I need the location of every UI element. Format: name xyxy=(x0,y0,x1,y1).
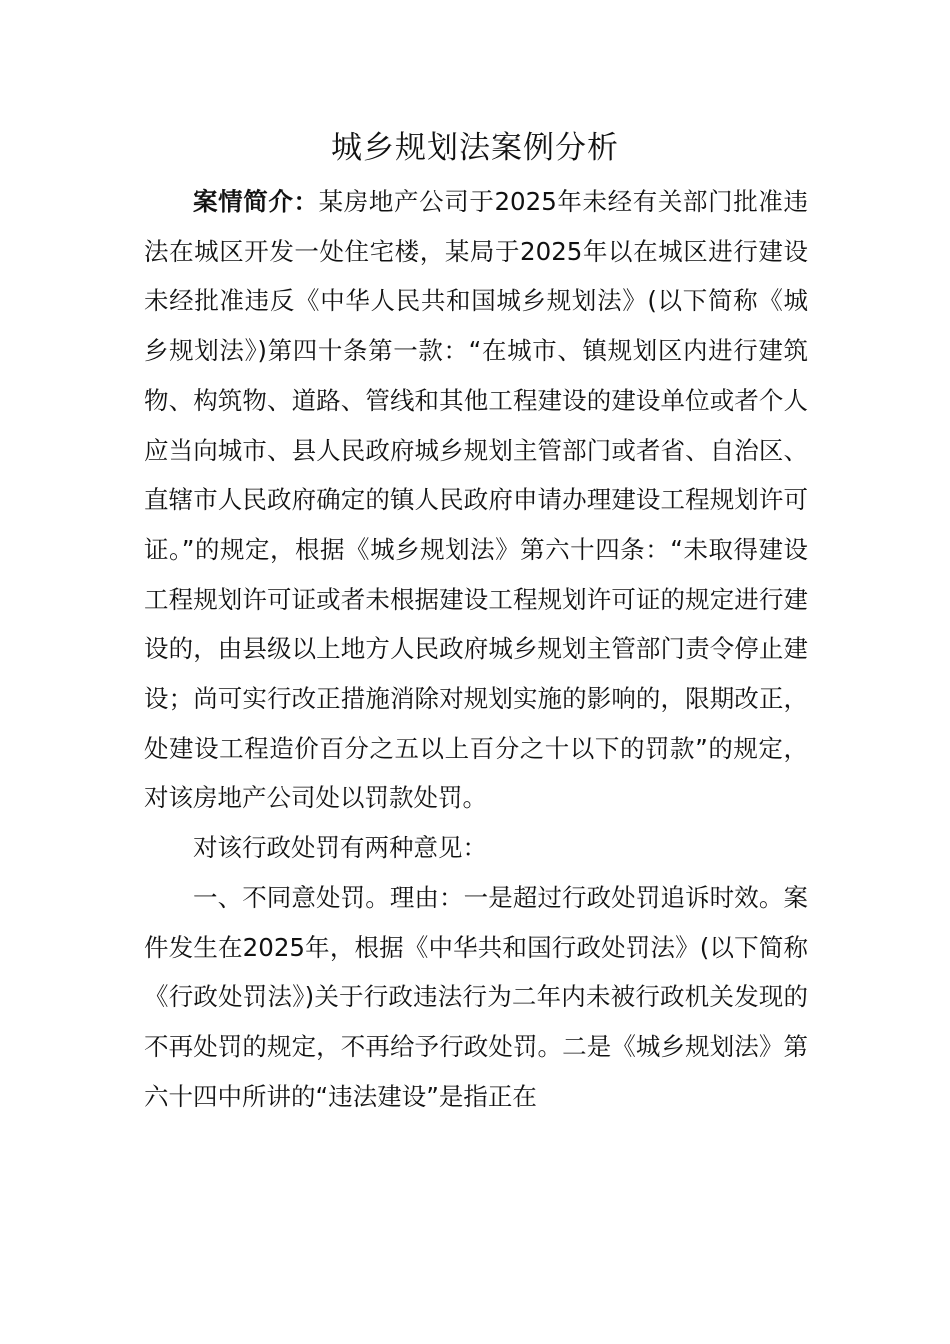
case-summary-text: 某房地产公司于2025年未经有关部门批准违法在城区开发一处住宅楼，某局于2025年以在城区进行建设未经批准违反《中华人民共和国城乡规划法》(以下简称《城乡规划法》)第四十条第一款：“在城市、镇规划区内进行建筑物、构筑物、道路、管线和其他工程建设的建设单位或者个人应当向城市、县人民政府城乡规划主管部门或者省、自治区、直辖市人民政府确定的镇人民政府申请办理建设工程规划许可证。”的规定，根据《城乡规划法》第六十四条：“未取得建设工程规划许可证或者未根据建设工程规划许可证的规定进行建设的，由县级以上地方人民政府城乡规划主管部门责令停止建设；尚可实行改正措施消除对规划实施的影响的，限期改正，处建设工程造价百分之五以上百分之十以下的罚款”的规定，对该房地产公司处以罚款处罚。 xyxy=(144,187,808,813)
case-summary-paragraph xyxy=(144,177,808,823)
document-title: 城乡规划法案例分析 xyxy=(331,130,619,166)
opinions-intro-paragraph: 对该行政处罚有两种意见： xyxy=(193,833,487,863)
opinion-one-paragraph: 一、不同意处罚。理由：一是超过行政处罚追诉时效。案件发生在2025年，根据《中华共和国行政处罚法》(以下简称《行政处罚法》)关于行政违法行为二年内未被行政机关发现的不再处罚的规定，不再给予行政处罚。二是《城乡规划法》第六十四中所讲的“违法建设”是指正在 xyxy=(144,882,808,1111)
case-summary-label: 案情简介： xyxy=(193,187,319,216)
document-body xyxy=(144,177,808,1121)
